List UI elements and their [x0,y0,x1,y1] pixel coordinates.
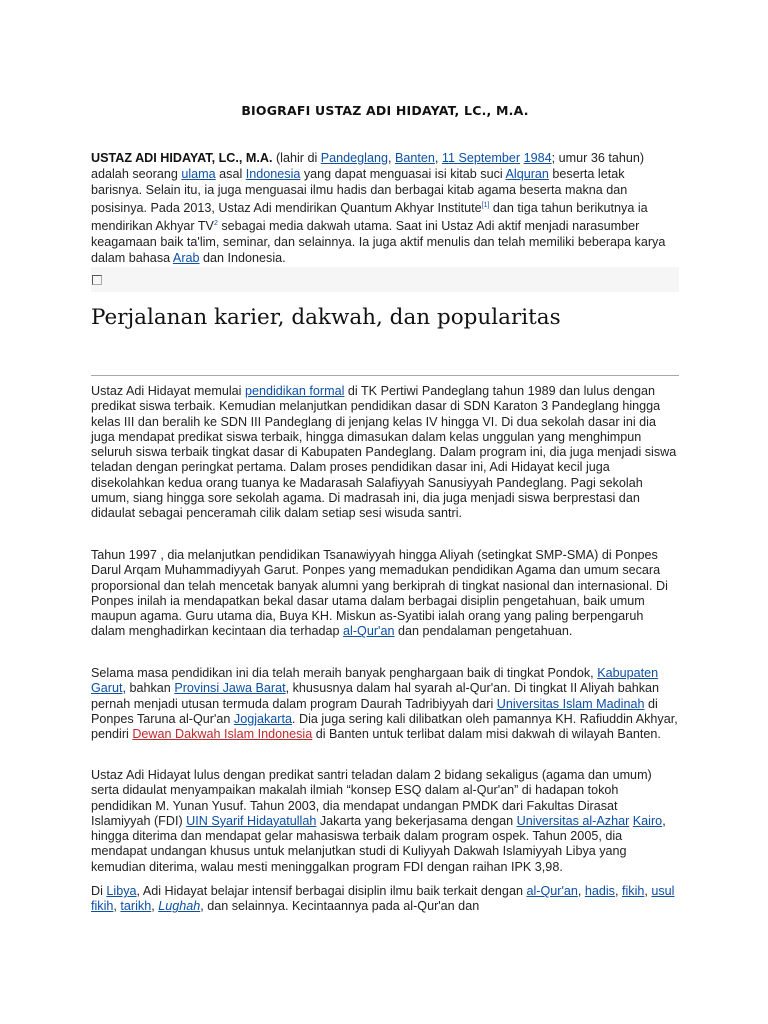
paragraph-3 [91,666,679,742]
document-title: BIOGRAFI USTAZ ADI HIDAYAT, LC., M.A. [241,103,529,118]
paragraph-1 [91,384,679,522]
paragraph-4 [91,768,679,875]
link-libya[interactable]: Libya [106,884,137,898]
image-placeholder [91,267,679,292]
broken-image-icon [92,275,102,285]
link-birth-date[interactable]: 11 September [441,151,521,165]
intro-paragraph [91,150,679,266]
link-universitas-islam-madinah[interactable]: Universitas Islam Madinah [496,696,645,711]
link-al-quran[interactable]: al-Qur'an [343,624,395,639]
text: dan tiga tahun berikutnya ia mendirikan Akhyar TV [91,201,648,234]
link-hadis[interactable]: hadis [584,884,615,898]
text: , hingga diterima dan mendapat gelar mahasiswa terbaik dalam program ospek. Tahun 2005, dia mendapat undangan khusus untuk melanjutkan studi di Kuliyyah Dakwah Islamiyyah Libya yang kemudian diterima, walau mesti meninggalkan program FDI dengan raihan IPK 3,98. [91,813,666,874]
person-name: USTAZ ADI HIDAYAT, LC., M.A. [91,151,273,165]
text: Tahun 1997 , dia melanjutkan pendidikan Tsanawiyyah hingga Aliyah (setingkat SMP-SMA) di Ponpes Darul Arqam Muhammadiyyah Garut. Ponpes yang memadukan pendidikan Agama dan umum secara proporsional dan telah mencetak banyak alumni yang berkiprah di tingkat nasional dan internasional. Di Ponpes inilah ia mendapatkan bekal dasar utama dalam berbagai disiplin pengetahuan, baik umum maupun agama. Guru utama dia, Buya KH. Miskun as-Syatibi ialah orang yang paling berpengaruh dalam menghadirkan kecintaan dia terhadap [91,548,668,639]
text: Ustaz Adi Hidayat memulai [91,384,245,398]
text: asal [215,167,246,181]
link-uin-syarif-hidayatullah[interactable]: UIN Syarif Hidayatullah [186,813,317,828]
link-indonesia[interactable]: Indonesia [245,167,301,181]
link-jawa-barat[interactable]: Provinsi Jawa Barat [174,681,286,696]
text: , [387,151,395,165]
link-tarikh[interactable]: tarikh [120,899,152,914]
text: beserta letak barisnya. Selain itu, ia juga menguasai ilmu hadis dan berbagai kitab agama beserta makna dan posisinya. Pada 2013, Ustaz Adi mendirikan Quantum Akhyar Institute [91,167,628,216]
text: Ustaz Adi Hidayat lulus dengan predikat santri teladan dalam 2 bidang sekaligus (agama dan umum) serta didaulat menyampaikan makalah ilmiah “konsep ESQ dalam al-Qur'an” di hadapan tokoh pendidikan M. Yunan Yusuf. Tahun 2003, dia mendapat undangan PMDK dari Fakultas Dirasat Islamiyyah (FDI) [91,768,652,828]
text: , khususnya dalam hal syarah al-Qur'an. Di tingkat II Aliyah bahkan pernah menjadi utusan termuda dalam program Daurah Tadribiyyah dari [91,681,660,711]
text: , [577,884,585,898]
link-pendidikan-formal[interactable]: pendidikan formal [244,384,345,398]
link-arab[interactable]: Arab [172,251,200,266]
text: dan pendalaman pengetahuan. [394,624,573,639]
text: , Adi Hidayat belajar intensif berbagai disiplin ilmu baik terkait dengan [136,884,527,898]
text: , dan selainnya. Kecintaannya pada al-Qur'an dan [200,899,480,914]
link-universitas-al-azhar[interactable]: Universitas al-Azhar [516,813,630,828]
link-ulama[interactable]: ulama [181,167,216,181]
text: , [614,884,622,898]
text: sebagai media dakwah utama. Saat ini Ustaz Adi aktif menjadi narasumber keagamaan baik ta'lim, seminar, dan selainnya. Ia juga aktif menulis dan telah memiliki beberapa karya dalam bahasa [91,219,666,266]
text: (lahir di [272,151,321,165]
text: di Ponpes Taruna al-Qur'an [91,696,658,726]
text: ; umur 36 tahun) adalah seorang [91,151,645,181]
text: yang dapat menguasai isi kitab suci [300,167,506,181]
link-al-quran-2[interactable]: al-Qur'an [526,884,578,898]
link-fikih[interactable]: fikih [621,884,645,898]
text: Selama masa pendidikan ini dia telah meraih banyak penghargaan baik di tingkat Pondok, [91,666,598,680]
link-birth-year[interactable]: 1984 [523,151,552,165]
paragraph-2 [91,548,679,640]
text: di TK Pertiwi Pandeglang tahun 1989 dan lulus dengan predikat siswa terbaik. Kemudian melanjutkan pendidikan dasar di SDN Karaton 3 Pandeglang hingga kelas III dan beralih ke SDN III Pandeglang di jenjang kelas IV hingga VI. Di dua sekolah dasar ini dia juga mendapat predikat siswa terbaik, hingga dimasukan dalam kelas unggulan yang menghimpun seluruh siswa terbaik tingkat dasar di Kabupaten Pandeglang. Dalam program ini, dia juga menjadi siswa teladan dengan peringkat pertama. Dalam proses pendidikan dasar ini, Adi Hidayat kecil juga disekolahkan kedua orang tuanya ke Madarasah Salafiyyah Sanusiyyah Pandeglang. Pagi sekolah umum, siang hingga sore sekolah agama. Di madrasah ini, dia juga menjadi siswa berprestasi dan didaulat sebagai penceramah cilik dalam setiap sesi wisuda santri. [91,384,677,521]
link-banten[interactable]: Banten [394,151,435,165]
text: , [434,151,442,165]
text: dan Indonesia. [199,251,286,266]
link-dewan-dakwah[interactable]: Dewan Dakwah Islam Indonesia [132,727,313,742]
text: Di [91,884,107,898]
link-lughah[interactable]: Lughah [158,899,201,914]
text: , [113,899,121,914]
reference-1[interactable]: [1] [481,202,490,209]
link-alquran[interactable]: Alquran [505,167,549,181]
text: . Dia juga sering kali dilibatkan oleh pamannya KH. Rafiuddin Akhyar, pendiri [91,711,678,742]
reference-2[interactable]: 2 [213,220,218,228]
text: , bahkan [122,681,175,696]
text: , [151,899,159,914]
section-heading: Perjalanan karier, dakwah, dan popularitas [91,305,561,330]
link-usul-fikih[interactable]: usul fikih [91,884,675,914]
text: di Banten untuk terlibat dalam misi dakwah di wilayah Banten. [312,727,661,742]
link-pandeglang[interactable]: Pandeglang [320,151,388,165]
link-kabupaten-garut[interactable]: Kabupaten Garut [91,666,659,696]
link-kairo[interactable]: Kairo [632,813,663,828]
heading-divider [91,375,679,376]
paragraph-5 [91,884,679,915]
link-jogjakarta[interactable]: Jogjakarta [233,711,292,726]
text: Jakarta yang bekerjasama dengan [316,813,517,828]
text: , [644,884,652,898]
